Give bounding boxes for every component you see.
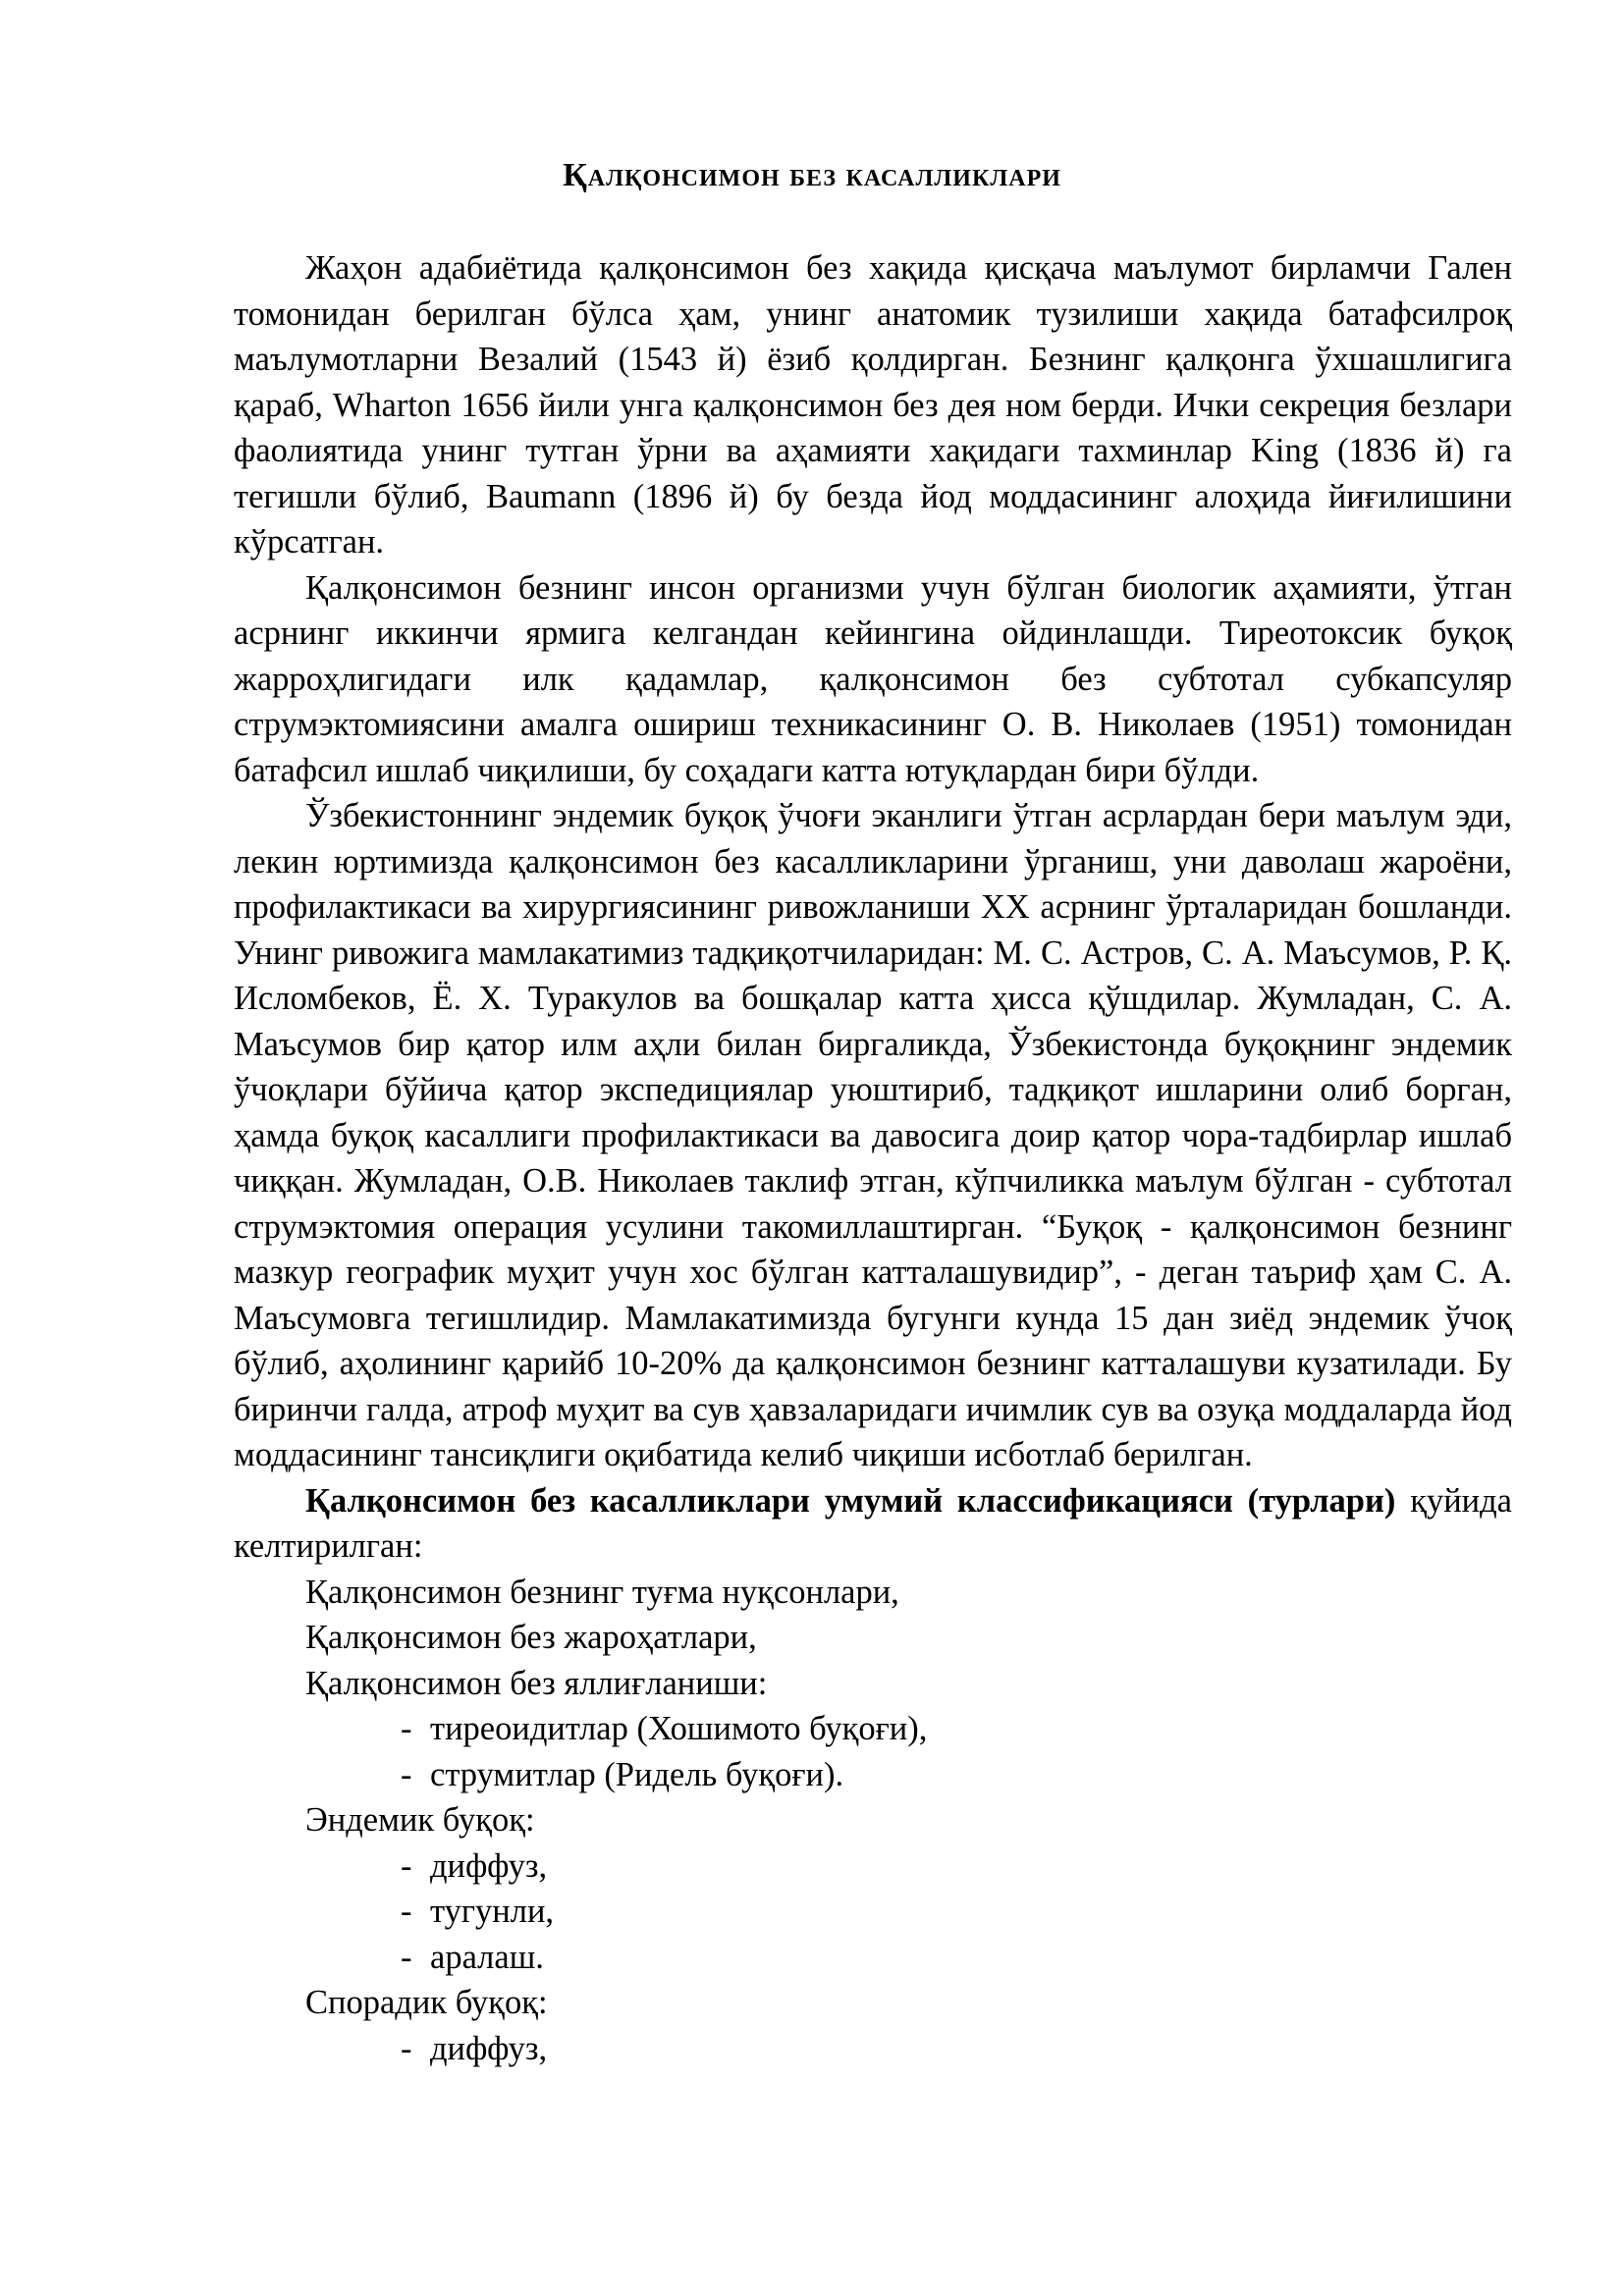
list-item: Қалқонсимон без жароҳатлари, xyxy=(305,1619,757,1656)
dash-marker: - xyxy=(401,1846,412,1885)
dash-marker: - xyxy=(401,1755,412,1793)
list-item: Қалқонсимон без яллиғланиши: xyxy=(305,1664,768,1702)
dash-marker: - xyxy=(401,2029,412,2067)
classification-heading-rest: қуйида келтирилган: xyxy=(234,1481,1512,1565)
dash-marker: - xyxy=(401,1710,412,1747)
sub-list-item xyxy=(234,1843,1512,1890)
dash-marker: - xyxy=(401,1893,412,1930)
classification-list xyxy=(234,1570,1512,2072)
paragraph: Жаҳон адабиётида қалқонсимон без хақида қисқача маълумот бирламчи Гален томонидан берилган бўлса ҳам, унинг анатомик тузилиши хақида батафсилроқ маълумотларни Везалий (1543 й) ёзиб қолдирган. Безнинг қалқонга ўхшашлигига қараб, Wharton 1656 йили унга қалқонсимон без дея ном берди. Ички секреция безлари фаолиятида унинг тутган ўрни ва аҳамияти хақидаги тахминлар King (1836 й) га тегишли бўлиб, Baumann (1896 й) бу безда йод моддасининг алоҳида йиғилишини кўрсатган. xyxy=(234,249,1512,561)
paragraph: Ўзбекистоннинг эндемик буқоқ ўчоғи эканлиги ўтган асрлардан бери маълум эди, лекин юртимизда қалқонсимон без касалликларини ўрганиш, уни даволаш жароёни, профилактикаси ва хирургиясининг ривожланиши XX асрнинг ўрталаридан бошланди. Унинг ривожига мамлакатимиз тадқиқотчиларидан: М. С. Астров, С. А. Маъсумов, Р. Қ. Исломбеков, Ё. Х. Туракулов ва бошқалар катта ҳисса қўшдилар. Жумладан, С. А. Маъсумов бир қатор илм аҳли билан биргаликда, Ўзбекистонда буқоқнинг эндемик ўчоқлари бўйича қатор экспедициялар уюштириб, тадқиқот ишларини олиб борган, ҳамда буқоқ касаллиги профилактикаси ва давосига доир қатор чора-тадбирлар ишлаб чиққан. Жумладан, О.В. Николаев таклиф этган, кўпчиликка маълум бўлган - субтотал струмэктомия операция усулини такомиллаштирган. “Буқоқ - қалқонсимон безнинг мазкур географик муҳит учун хос бўлган катталашувидир”, - деган таъриф ҳам С. А. Маъсумовга тегишлидир. Мамлакатимизда бугунги кунда 15 дан зиёд эндемик ўчоқ бўлиб, аҳолининг қарийб 10-20% да қалқонсимон безнинг катталашуви кузатилади. Бу биринчи галда, атроф муҳит ва сув ҳавзаларидаги ичимлик сув ва озуқа моддаларда йод моддасининг тансиқлиги оқибатида келиб чиқиши исботлаб берилган. xyxy=(234,797,1512,1473)
sub-list-item-text: диффуз, xyxy=(430,1846,548,1885)
sub-list-item-text: тугунли, xyxy=(430,1893,555,1930)
sub-list-item-text: аралаш. xyxy=(430,1938,544,1976)
classification-heading-bold: Қалқонсимон без касалликлари умумий классификацияси (турлари) xyxy=(305,1481,1396,1520)
sub-list-item xyxy=(234,1935,1512,1981)
sub-list-item-text: струмитлар (Ридель буқоғи). xyxy=(430,1755,844,1793)
sub-list-item xyxy=(234,1706,1512,1752)
list-item: Спорадик буқоқ: xyxy=(305,1984,548,2021)
document-body xyxy=(234,245,1512,2071)
sub-list-item xyxy=(234,1752,1512,1798)
classification-heading xyxy=(234,1478,1512,1570)
sub-list-item xyxy=(234,2026,1512,2072)
list-item: Қалқонсимон безнинг туғма нуқсонлари, xyxy=(305,1573,899,1611)
sub-list-item xyxy=(234,1889,1512,1935)
list-item: Эндемик буқоқ: xyxy=(305,1801,535,1839)
paragraph: Қалқонсимон безнинг инсон организми учун бўлган биологик аҳамияти, ўтган асрнинг иккинчи ярмига келгандан кейингина ойдинлашди. Тиреотоксик буқоқ жарроҳлигидаги илк қадамлар, қалқонсимон без субтотал субкапсуляр струмэктомиясини амалга ошириш техникасининг О. В. Николаев (1951) томонидан батафсил ишлаб чиқилиши, бу соҳадаги катта ютуқлардан бири бўлди. xyxy=(234,568,1512,789)
sub-list-item-text: тиреоидитлар (Хошимото буқоғи), xyxy=(430,1710,928,1747)
dash-marker: - xyxy=(401,1938,412,1976)
page-title: Қалқонсимон без касалликлари xyxy=(563,157,1061,193)
sub-list-item-text: диффуз, xyxy=(430,2029,548,2067)
